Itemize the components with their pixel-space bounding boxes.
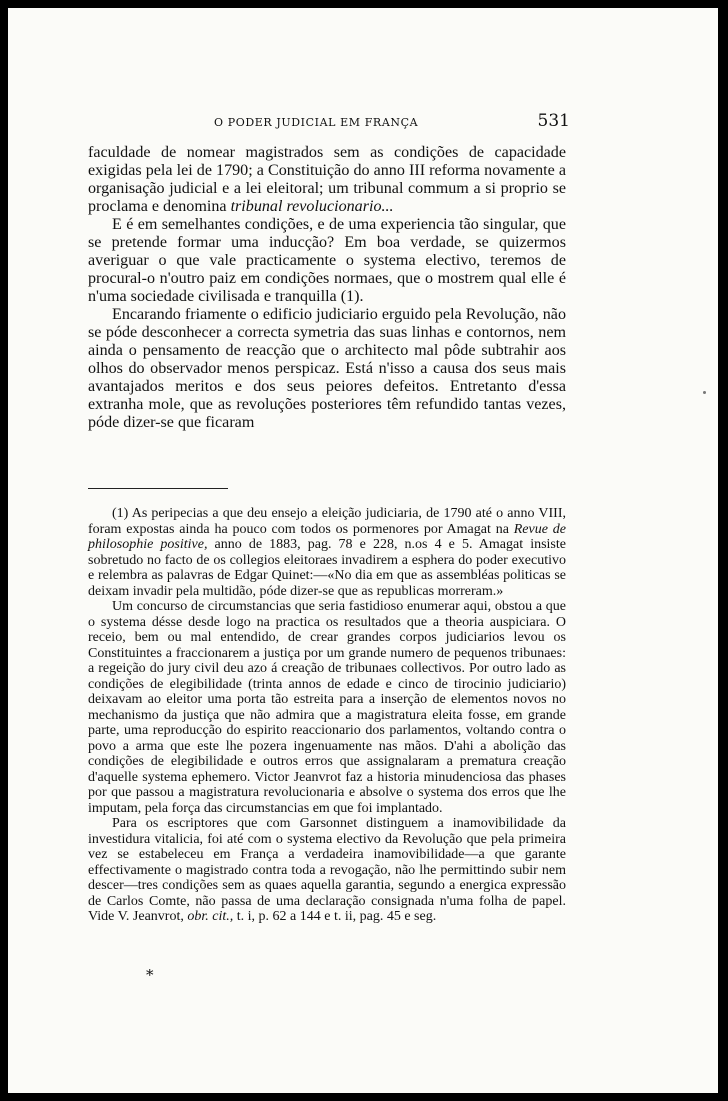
page-header [88, 112, 568, 136]
main-text [88, 144, 566, 432]
footnote-1-text-a: (1) As peripecias a que deu ensejo a eleição judiciaria, de 1790 até o anno VIII, foram expostas ainda ha pouco com todos os pormenores por Amagat na [88, 506, 566, 537]
signature-mark: * [146, 966, 154, 984]
paragraph-1-text: faculdade de nomear magistrados sem as condições de capacidade exigidas pela lei de 1790; a Constituição do anno III reforma novamente a organisação judicial e a lei eleitoral; um tribunal commum a si proprio se proclama e denomina [88, 144, 566, 215]
footnote-3-text-b: t. i, p. 62 a 144 e t. ii, pag. 45 e seg. [233, 909, 437, 924]
footnote-3-italic: obr. cit., [187, 909, 234, 924]
footnote [88, 506, 566, 925]
footnote-paragraph-2: Um concurso de circumstancias que seria fastidioso enumerar aqui, obstou a que o systema désse desde logo na practica os resultados que a theoria auspiciara. O receio, bem ou mal entendido, de crear grandes corpos judiciarios levou os Constituintes a fraccionarem a justiça por um grande numero de pequenos tribunaes: a regeição do jury civil deu azo á creação de tribunaes collectivos. Por outro lado as condições de elegibilidade (trinta annos de edade e cinco de tirocinio judiciario) deixavam ao eleitor uma porta tão estreita para a inserção de elementos novos no mechanismo da justiça que não admira que a magistratura eleita fosse, em grande parte, uma reproducção do espirito reaccionario dos parlamentos, voltando contra o povo a arma que este lhe pozera ingenuamente nas mãos. D'ahi a abolição das condições de elegibilidade e outros erros que assignalaram a prematura creação d'aquelle systema ephemero. Victor Jeanvrot faz a historia minudenciosa das phases por que passou a magistratura revolucionaria e absolve o systema dos erros que lhe imputam, pela força das circumstancias em que foi implantado. [88, 599, 566, 816]
running-title: O PODER JUDICIAL EM FRANÇA [214, 116, 419, 129]
footnote-1-text-b: anno de 1883, pag. 78 e 228, n.os 4 e 5. Amagat insiste sobretudo no facto de os collegios eleitoraes invadirem a esphera do poder executivo e relembra as palavras de Edgar Quinet:—«No dia em que as assembléas politicas se deixam invadir pela multidão, póde dizer-se que as republicas morreram.» [88, 537, 566, 599]
paragraph-2: E é em semelhantes condições, e de uma experiencia tão singular, que se pretende formar uma inducção? Em boa verdade, se quizermos averiguar o que vale practicamente o systema electivo, teremos de procural-o n'outro paiz em condições normaes, que o mostrem qual elle é n'uma sociedade civilisada e tranquilla (1). [88, 216, 566, 305]
footnote-1-italic: Revue de philosophie positive, [88, 521, 566, 552]
page-number: 531 [537, 111, 570, 131]
paragraph-continued [88, 144, 566, 216]
footnote-paragraph-1 [88, 506, 566, 599]
paragraph-1-italic: tribunal revolucionario... [230, 198, 394, 215]
paragraph-3: Encarando friamente o edificio judiciario erguido pela Revolução, não se póde desconhecer a correcta symetria das suas linhas e contornos, nem ainda o pensamento de reacção que o architecto mal pôde subtrahir aos olhos do observador menos perspicaz. Está n'isso a causa dos seus mais avantajados meritos e dos seus peiores defeitos. Entretanto d'essa extranha mole, que as revoluções posteriores têm refundido tantas vezes, póde dizer-se que ficaram [88, 306, 566, 431]
ink-speck [703, 391, 706, 394]
footnote-separator [88, 488, 228, 489]
footnote-paragraph-3 [88, 816, 566, 925]
footnote-3-text-a: Para os escriptores que com Garsonnet distinguem a inamovibilidade da investidura vitalicia, foi até com o systema electivo da Revolução que pela primeira vez se estabeleceu em França a verdadeira inamovibilidade—a que garante effectivamente o magistrado contra toda a revogação, não lhe permittindo subir nem descer—tres condições sem as quaes aquella garantia, segundo a energica expressão de Carlos Comte, não passa de uma declaração consignada n'uma folha de papel. Vide V. Jeanvrot, [88, 816, 566, 924]
book-page [8, 8, 718, 1093]
